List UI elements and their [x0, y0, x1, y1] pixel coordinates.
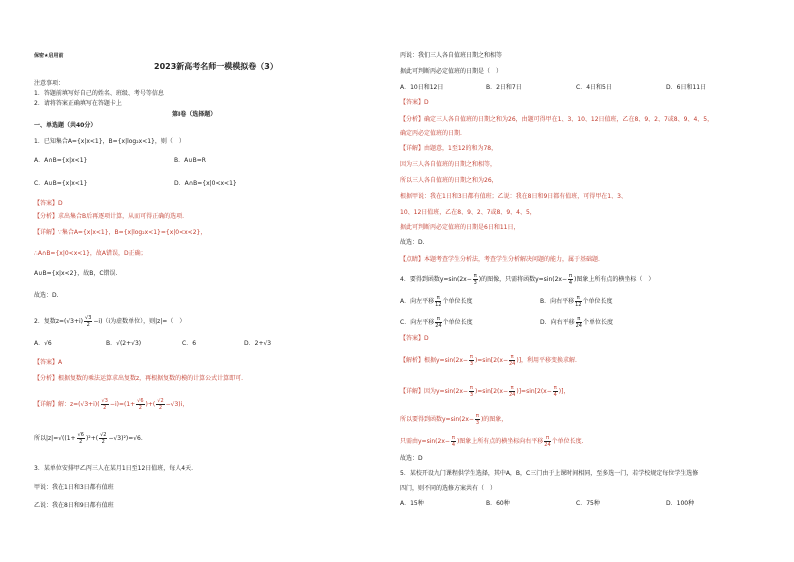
fraction: $\frac{\pi}{3}$ — [469, 385, 474, 398]
q3-comment: 【点睛】本题考查学生分析法，考查学生分析解决问题的能力，属于基础题. — [400, 256, 600, 263]
q3-analysis-2: 确定丙必定值班的日期. — [400, 130, 462, 137]
q3-stem: 3．某单位安排甲乙丙三人在某月1日至12日值班，每人4天. — [34, 465, 193, 472]
q3-detail-2: 因为三人各自值班的日期之和相等， — [400, 161, 497, 168]
q3-option-a: A．10日和12日 — [400, 84, 444, 91]
q3-detail-3: 所以三人各自值班的日期之和为26， — [400, 177, 498, 184]
q2-option-b: B．√(2+√3) — [106, 340, 142, 347]
fraction: $\frac{√6}{2}$ — [77, 432, 84, 445]
fraction: $\frac{\pi}{4}$ — [568, 273, 573, 286]
q3-detail-4: 根据甲说：我在1日和3日都有值班；乙说：我在8日和9日都有值班，可得甲在1、3、 — [400, 193, 627, 200]
q4-option-a: A．向左平移 $\frac{\pi}{12}$ 个单位长度 — [400, 295, 473, 308]
q3-detail-1: 【详解】由题意，1至12的和为78， — [400, 145, 498, 152]
q3-answer: 【答案】D — [400, 99, 429, 106]
q2-analysis: 【分析】根据复数的乘法运算求出复数z，再根据复数的模的计算公式计算即可. — [34, 375, 244, 382]
fraction: $\frac{\pi}{24}$ — [435, 316, 442, 329]
q1-detail-3: A∪B={x|x<2}，故B，C错误. — [34, 270, 118, 277]
q3-analysis-1: 【分析】确定三人各自值班的日期之和为26，由题可得甲在1、3、10、12日值班，乙在8、9、2、7或8、9、4、5， — [400, 116, 714, 123]
q2-stem: 2．复数z=(√3+i) $\frac{√3}{2}$ −i)（i为虚数单位），则|z|=（ ） — [34, 315, 186, 328]
fraction: $\frac{√3}{2}$ — [101, 398, 108, 411]
q2-answer: 【答案】A — [34, 359, 63, 366]
q1-answer: 【答案】D — [34, 200, 63, 207]
q1-detail-1: 【详解】∵集合A={x|x<1}，B={x|log₂x<1}={x|0<x<2}， — [34, 229, 207, 236]
note-2: 2．请将答案正确填写在答题卡上 — [34, 100, 122, 107]
fraction: $\frac{\pi}{12}$ — [575, 295, 582, 308]
q2-option-a: A．√6 — [34, 340, 52, 347]
section-title: 一、单选题（共40分） — [34, 122, 97, 129]
q1-option-a: A．A∩B={x|x<1} — [34, 157, 88, 164]
q4-option-c: C．向左平移 $\frac{\pi}{24}$ 个单位长度 — [400, 316, 473, 329]
fraction: $\frac{\pi}{24}$ — [544, 435, 551, 448]
q3-choose: 故选：D. — [400, 239, 425, 246]
q5-stem-1: 5．某校开设九门课程供学生选择，其中A，B，C三门由于上课时间相同，至多选一门，若学校规定每位学生选修 — [400, 470, 699, 477]
notes-title: 注意事项： — [34, 80, 65, 87]
fraction: $\frac{√2}{2}$ — [100, 432, 107, 445]
q1-analysis: 【分析】求出集合B后再逐项计算，从而可得正确的选项. — [34, 213, 185, 220]
q3-option-b: B．2日和7日 — [486, 84, 522, 91]
q3-option-c: C．4日和5日 — [576, 84, 612, 91]
q2-modulus: 所以|z|=√((1+ $\frac{√6}{2}$ )²+( $\frac{√2}{2}$ −√3)²)=√6. — [34, 432, 143, 445]
q3-option-d: D．6日和11日 — [666, 84, 707, 91]
q2-option-c: C．6 — [182, 340, 197, 347]
q1-detail-2: ∴A∩B={x|0<x<1}，故A错误，D正确； — [34, 250, 147, 257]
q1-choose: 故选：D. — [34, 292, 59, 299]
q5-option-c: C．75种 — [576, 500, 600, 507]
volume-title: 第I卷（选择题） — [172, 111, 217, 118]
q5-option-b: B．60种 — [486, 500, 510, 507]
page-title: 2023新高考名师一模模拟卷（3） — [154, 62, 278, 71]
fraction: $\frac{√6}{2}$ — [137, 398, 144, 411]
q3-jia: 甲说：我在1日和3日都有值班 — [34, 484, 114, 491]
q2-detail: 【详解】解：z=(√3+i)( $\frac{√3}{2}$ −i)=(1+ $\frac{√6}{2}$ )+( $\frac{√2}{2}$ −√3)i， — [34, 398, 189, 411]
fraction: $\frac{\pi}{24}$ — [508, 385, 516, 398]
q5-option-a: A．15种 — [400, 500, 424, 507]
q4-detail-2: 所以要得到函数y=sin(2x− $\frac{\pi}{3}$ )的图象， — [400, 413, 508, 426]
q4-answer: 【答案】D — [400, 335, 429, 342]
note-1: 1．答题前填写好自己的姓名、班级、考号等信息 — [34, 90, 164, 97]
q1-stem: 1．已知集合A={x|x<1}，B={x|log₂x<1}，则（ ） — [34, 138, 185, 145]
q5-option-d: D．100种 — [666, 500, 695, 507]
fraction: $\frac{\pi}{24}$ — [575, 316, 582, 329]
q4-detail-1: 【详解】因为y=sin(2x− $\frac{\pi}{3}$ )=sin[2(x− $\frac{\pi}{24}$ )]=sin[2(x− $\frac{\pi}{4}$ )]， — [400, 385, 570, 398]
q4-analysis: 【解析】根据y=sin(2x− $\frac{\pi}{3}$ )=sin[2(x− $\frac{\pi}{24}$ )]，利用平移变换求解. — [400, 354, 577, 367]
fraction: $\frac{√3}{2}$ — [85, 315, 92, 328]
fraction: $\frac{\pi}{12}$ — [435, 295, 442, 308]
fraction: $\frac{\pi}{4}$ — [553, 385, 557, 398]
q5-stem-2: 四门，则不同的选修方案共有（ ） — [400, 485, 497, 492]
q4-detail-3: 只需由y=sin(2x− $\frac{\pi}{4}$ )图象上所有点的横坐标向右平移 $\frac{\pi}{24}$ 个单位长度. — [400, 435, 584, 448]
fraction: $\frac{\pi}{3}$ — [475, 413, 480, 426]
q3-detail-5: 10、12日值班，乙在8、9、2、7或8、9、4、5， — [400, 209, 536, 216]
fraction: $\frac{\pi}{3}$ — [469, 354, 474, 367]
secret-tag: 保密★启用前 — [34, 53, 64, 59]
q1-option-d: D．A∩B={x|0<x<1} — [174, 180, 237, 187]
q3-conclude: 据此可判断丙必定值班的日期是（ ） — [400, 68, 503, 75]
q4-choose: 故选：D — [400, 455, 423, 462]
q1-option-c: C．A∪B={x|x<1} — [34, 180, 88, 187]
fraction: $\frac{\pi}{24}$ — [508, 354, 516, 367]
fraction: $\frac{\pi}{3}$ — [473, 273, 477, 286]
q4-option-b: B．向右平移 $\frac{\pi}{12}$ 个单位长度 — [540, 295, 613, 308]
q4-stem: 4．要得到函数y=sin(2x− $\frac{\pi}{3}$ )的图像，只需将函数y=sin(2x− $\frac{\pi}{4}$ )图象上所有点的横坐标（ ） — [400, 273, 655, 286]
q1-option-b: B．A∪B=R — [174, 157, 206, 164]
q4-option-d: D．向右平移 $\frac{\pi}{24}$ 个单位长度 — [540, 316, 614, 329]
q3-yi: 乙说：我在8日和9日都有值班 — [34, 502, 114, 509]
q2-option-d: D．2+√3 — [244, 340, 272, 347]
q3-bing: 丙说：我们三人各自值班日期之和相等 — [400, 52, 503, 59]
q3-detail-6: 据此可判断丙必定值班的日期是6日和11日， — [400, 224, 520, 231]
fraction: $\frac{√2}{2}$ — [157, 398, 164, 411]
fraction: $\frac{\pi}{4}$ — [451, 435, 456, 448]
